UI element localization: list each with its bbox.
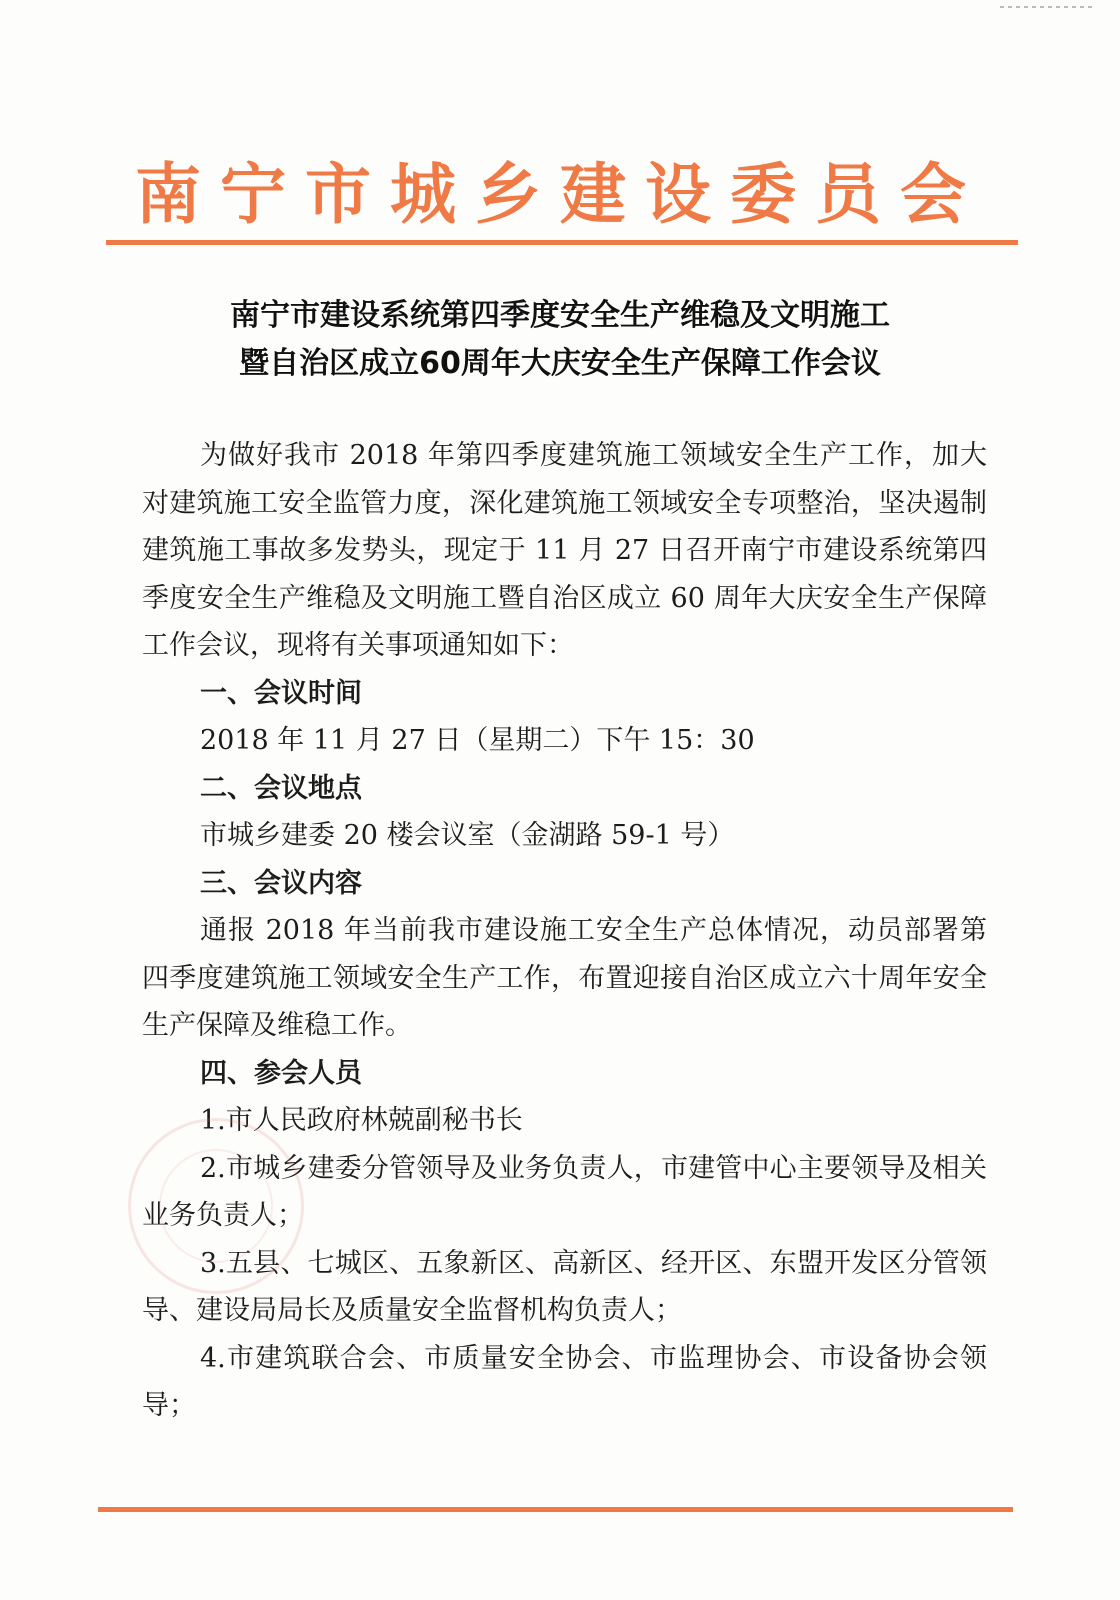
section-heading-time: 一、会议时间 <box>200 677 362 709</box>
meeting-time: 2018 年 11 月 27 日（星期二）下午 15：30 <box>200 725 755 756</box>
meeting-place: 市城乡建委 20 楼会议室（金湖路 59-1 号） <box>200 820 735 851</box>
attendee-item: 3.五县、七城区、五象新区、高新区、经开区、东盟开发区分管领导、建设局局长及质量安全监督机构负责人； <box>142 1247 987 1326</box>
section-heading-place: 二、会议地点 <box>200 772 362 804</box>
attendee-item: 4.市建筑联合会、市质量安全协会、市监理协会、市设备协会领导； <box>142 1342 987 1421</box>
letterhead-org-name: 南宁市城乡建设委员会 <box>135 156 985 233</box>
footer-rule <box>98 1507 1013 1512</box>
faded-seal-stamp <box>128 1118 304 1294</box>
section-heading-attendees: 四、参会人员 <box>200 1057 362 1089</box>
meeting-content: 通报 2018 年当前我市建设施工安全生产总体情况，动员部署第四季度建筑施工领域安全生产工作，布置迎接自治区成立六十周年安全生产保障及维稳工作。 <box>142 915 987 1041</box>
document-title <box>140 292 980 388</box>
document-body <box>142 432 987 1430</box>
faded-seal-inner-ring <box>159 1149 273 1263</box>
intro-paragraph: 为做好我市 2018 年第四季度建筑施工领域安全生产工作，加大对建筑施工安全监管力度，深化建筑施工领域安全专项整治，坚决遏制建筑施工事故多发势头，现定于 11 月 27 日召开南宁市建设系统第四季度安全生产维稳及文明施工暨自治区成立 60 周年大庆安全生产保障工作会议，现将有关事项通知如下： <box>142 440 987 661</box>
section-heading-content: 三、会议内容 <box>200 867 362 899</box>
scan-edge-mark <box>1000 6 1096 8</box>
title-line-2: 暨自治区成立60周年大庆安全生产保障工作会议 <box>239 346 881 381</box>
letterhead-rule <box>106 240 1018 245</box>
attendee-item: 2.市城乡建委分管领导及业务负责人，市建管中心主要领导及相关业务负责人； <box>142 1152 987 1231</box>
title-line-1: 南宁市建设系统第四季度安全生产维稳及文明施工 <box>230 298 890 333</box>
attendee-item: 1.市人民政府林兢副秘书长 <box>200 1105 523 1136</box>
